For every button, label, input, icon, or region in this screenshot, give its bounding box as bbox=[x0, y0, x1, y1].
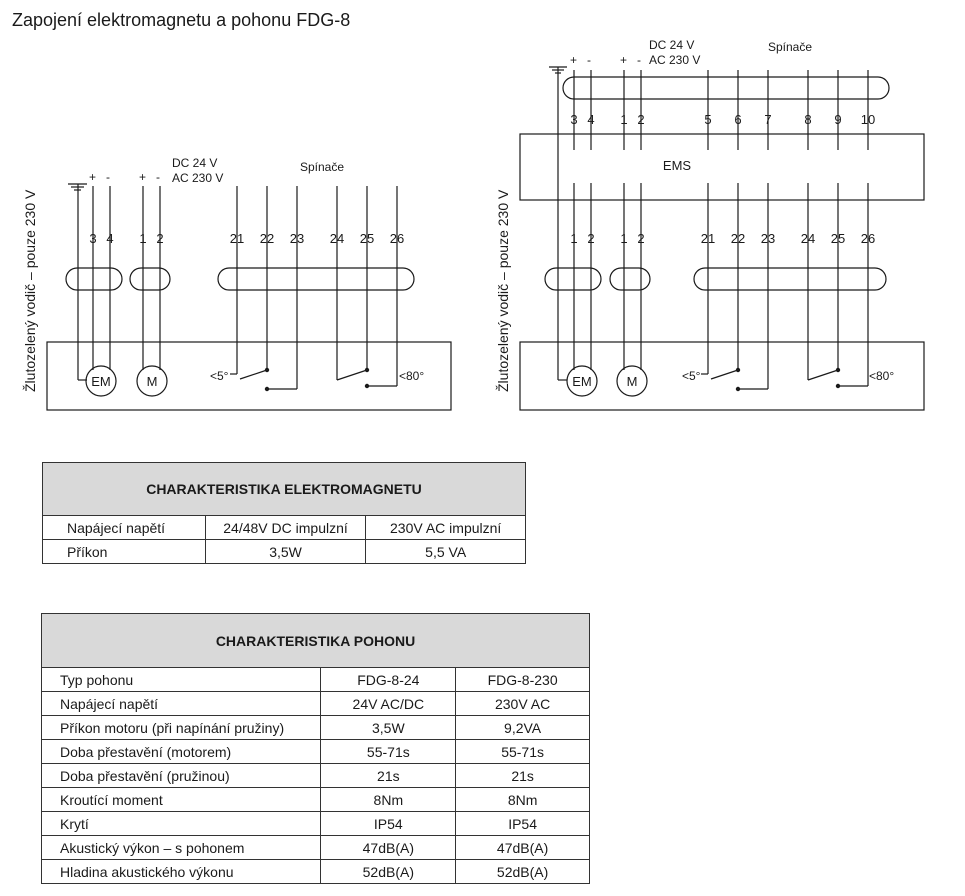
left-angle-5: <5° bbox=[210, 369, 229, 383]
row-label: Napájecí napětí bbox=[42, 692, 321, 716]
row-label: Hladina akustického výkonu bbox=[42, 860, 321, 884]
row-value-2: 8Nm bbox=[456, 788, 590, 812]
left-terminal: 21 bbox=[229, 231, 245, 246]
table-row bbox=[42, 716, 590, 740]
right-top-terminal: 8 bbox=[804, 112, 812, 127]
right-supply-dc: DC 24 V bbox=[649, 38, 695, 52]
right-switches-label: Spínače bbox=[768, 40, 813, 54]
right-ems-label: EMS bbox=[662, 158, 692, 173]
left-terminal: 25 bbox=[359, 231, 375, 246]
left-em-label: EM bbox=[91, 374, 111, 389]
right-top-terminal: 4 bbox=[587, 112, 595, 127]
left-side-label: Žlutozelený vodič – pouze 230 V bbox=[22, 189, 38, 392]
table-row bbox=[42, 764, 590, 788]
table-row bbox=[42, 812, 590, 836]
row-value-1: 24V AC/DC bbox=[321, 692, 456, 716]
row-value-1: 55-71s bbox=[321, 740, 456, 764]
row-label: Doba přestavění (motorem) bbox=[42, 740, 321, 764]
left-terminal: 22 bbox=[259, 231, 275, 246]
left-plus-m: + bbox=[139, 170, 147, 184]
right-top-terminal: 6 bbox=[734, 112, 742, 127]
electromagnet-spec-table bbox=[42, 462, 526, 564]
right-top-terminal: 5 bbox=[704, 112, 712, 127]
table-row bbox=[42, 668, 590, 692]
right-terminal: 1 bbox=[620, 231, 628, 246]
row-label: Doba přestavění (pružinou) bbox=[42, 764, 321, 788]
right-side-label: Žlutozelený vodič – pouze 230 V bbox=[495, 189, 511, 392]
left-plus-em: + bbox=[89, 170, 97, 184]
table-row bbox=[43, 516, 526, 540]
left-terminal: 4 bbox=[106, 231, 114, 246]
right-minus-em: - bbox=[587, 53, 591, 67]
left-minus-em: - bbox=[106, 170, 110, 184]
row-value-2: FDG-8-230 bbox=[456, 668, 590, 692]
right-terminal: 21 bbox=[700, 231, 716, 246]
row-value-1: 8Nm bbox=[321, 788, 456, 812]
right-top-terminal: 3 bbox=[570, 112, 578, 127]
row-label: Akustický výkon – s pohonem bbox=[42, 836, 321, 860]
left-m-label: M bbox=[146, 374, 158, 389]
left-angle-80: <80° bbox=[399, 369, 425, 383]
row-label: Napájecí napětí bbox=[43, 516, 206, 540]
left-terminal: 24 bbox=[329, 231, 345, 246]
row-value-2: 21s bbox=[456, 764, 590, 788]
right-terminal: 25 bbox=[830, 231, 846, 246]
row-value-1: 3,5W bbox=[321, 716, 456, 740]
right-top-terminal: 9 bbox=[834, 112, 842, 127]
right-terminal: 23 bbox=[760, 231, 776, 246]
right-terminal: 1 bbox=[570, 231, 578, 246]
row-label: Typ pohonu bbox=[42, 668, 321, 692]
row-value-1: 24/48V DC impulzní bbox=[205, 516, 366, 540]
row-label: Krytí bbox=[42, 812, 321, 836]
table-row bbox=[42, 788, 590, 812]
row-value-1: 47dB(A) bbox=[321, 836, 456, 860]
row-label: Příkon bbox=[43, 540, 206, 564]
row-value-2: 52dB(A) bbox=[456, 860, 590, 884]
left-terminal: 2 bbox=[156, 231, 164, 246]
row-value-2: 47dB(A) bbox=[456, 836, 590, 860]
left-terminal: 23 bbox=[289, 231, 305, 246]
table-row bbox=[42, 860, 590, 884]
row-value-1: 3,5W bbox=[205, 540, 366, 564]
row-value-2: 55-71s bbox=[456, 740, 590, 764]
page-title: Zapojení elektromagnetu a pohonu FDG-8 bbox=[12, 10, 351, 30]
left-supply-ac: AC 230 V bbox=[172, 171, 224, 185]
left-terminal: 1 bbox=[139, 231, 147, 246]
table-row bbox=[42, 740, 590, 764]
table-row bbox=[42, 692, 590, 716]
right-terminal: 24 bbox=[800, 231, 816, 246]
row-value-2: 9,2VA bbox=[456, 716, 590, 740]
row-value-1: 52dB(A) bbox=[321, 860, 456, 884]
row-value-2: 230V AC bbox=[456, 692, 590, 716]
left-supply-dc: DC 24 V bbox=[172, 156, 218, 170]
wiring-diagrams bbox=[0, 0, 965, 440]
electromagnet-table-heading: CHARAKTERISTIKA ELEKTROMAGNETU bbox=[43, 463, 526, 516]
table-row bbox=[42, 836, 590, 860]
row-value-1: 21s bbox=[321, 764, 456, 788]
right-top-terminal: 7 bbox=[764, 112, 772, 127]
right-terminal: 2 bbox=[637, 231, 645, 246]
row-value-1: IP54 bbox=[321, 812, 456, 836]
row-value-1: FDG-8-24 bbox=[321, 668, 456, 692]
table-row bbox=[43, 540, 526, 564]
drive-spec-table bbox=[41, 613, 590, 884]
right-angle-80: <80° bbox=[869, 369, 895, 383]
right-plus-m: + bbox=[620, 53, 628, 67]
left-minus-m: - bbox=[156, 170, 160, 184]
left-terminal: 3 bbox=[89, 231, 97, 246]
right-m-label: M bbox=[626, 374, 638, 389]
left-switches-label: Spínače bbox=[300, 160, 345, 174]
right-top-terminal: 1 bbox=[620, 112, 628, 127]
drive-table-heading: CHARAKTERISTIKA POHONU bbox=[42, 614, 590, 668]
right-plus-em: + bbox=[570, 53, 578, 67]
row-label: Příkon motoru (při napínání pružiny) bbox=[42, 716, 321, 740]
row-value-2: 5,5 VA bbox=[366, 540, 526, 564]
right-terminal: 22 bbox=[730, 231, 746, 246]
right-top-terminal: 10 bbox=[860, 112, 876, 127]
row-value-2: IP54 bbox=[456, 812, 590, 836]
right-minus-m: - bbox=[637, 53, 641, 67]
row-label: Kroutící moment bbox=[42, 788, 321, 812]
row-value-2: 230V AC impulzní bbox=[366, 516, 526, 540]
right-em-label: EM bbox=[572, 374, 592, 389]
right-terminal: 26 bbox=[860, 231, 876, 246]
right-top-terminal: 2 bbox=[637, 112, 645, 127]
right-angle-5: <5° bbox=[682, 369, 701, 383]
right-supply-ac: AC 230 V bbox=[649, 53, 701, 67]
right-terminal: 2 bbox=[587, 231, 595, 246]
left-terminal: 26 bbox=[389, 231, 405, 246]
